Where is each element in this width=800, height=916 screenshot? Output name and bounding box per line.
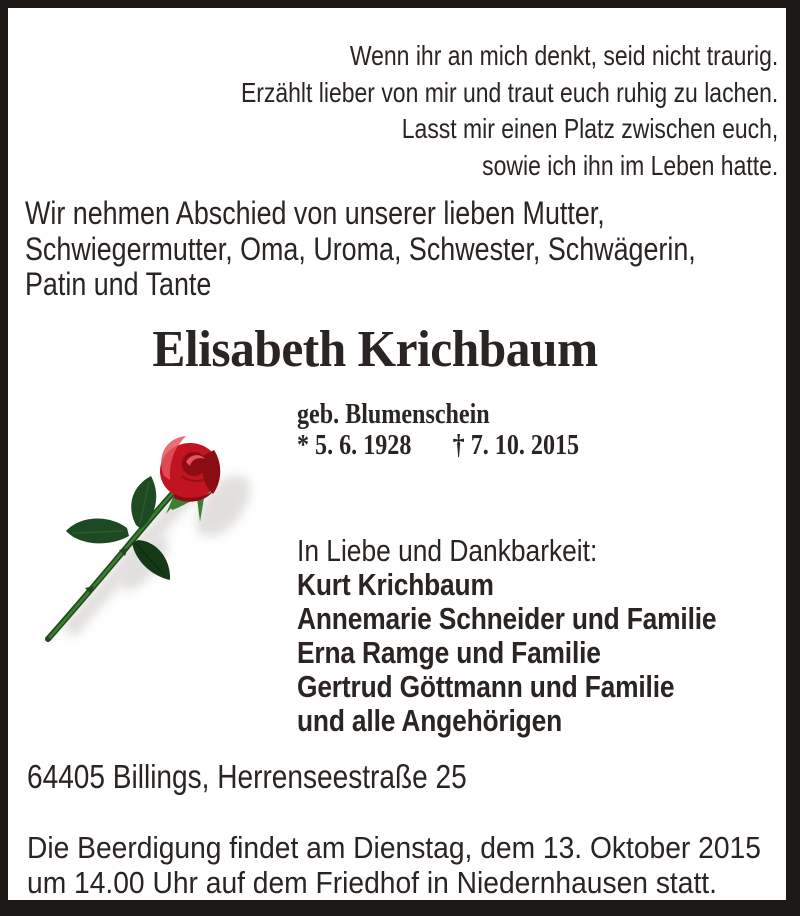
funeral-line: um 14.00 Uhr auf dem Friedhof in Niedernhausen statt. bbox=[27, 864, 717, 900]
birth-date: * 5. 6. 1928 bbox=[297, 430, 412, 461]
rose-image bbox=[24, 428, 264, 663]
funeral-line: Die Beerdigung findet am Dienstag, dem 13. Oktober 2015 bbox=[27, 830, 761, 865]
poem-line: Lasst mir einen Platz zwischen euch, bbox=[401, 113, 778, 144]
life-dates bbox=[297, 430, 579, 462]
rose-shadow bbox=[68, 465, 261, 632]
farewell-line: Wir nehmen Abschied von unserer lieben Mutter, bbox=[25, 195, 605, 231]
funeral-info bbox=[27, 831, 761, 900]
farewell-line: Schwiegermutter, Oma, Uroma, Schwester, Schwägerin, bbox=[25, 230, 696, 267]
mourner-name: Kurt Krichbaum bbox=[297, 567, 494, 602]
death-date: † 7. 10. 2015 bbox=[452, 430, 580, 461]
poem-line: sowie ich ihn im Leben hatte. bbox=[481, 149, 778, 181]
deceased-name: Elisabeth Krichbaum bbox=[152, 321, 598, 378]
memorial-poem bbox=[241, 38, 778, 184]
mourner-name: Annemarie Schneider und Familie bbox=[297, 601, 717, 636]
farewell-intro bbox=[25, 196, 696, 303]
poem-line: Wenn ihr an mich denkt, seid nicht traurig. bbox=[349, 40, 778, 71]
maiden-name: geb. Blumenschein bbox=[297, 399, 490, 430]
mourner-name: Erna Ramge und Familie bbox=[297, 635, 601, 670]
poem-line: Erzählt lieber von mir und traut euch ruhig zu lachen. bbox=[240, 76, 778, 108]
rose-blossom bbox=[160, 436, 220, 502]
mourners-block bbox=[297, 534, 716, 738]
condolence-intro: In Liebe und Dankbarkeit: bbox=[297, 533, 598, 568]
address-line: 64405 Billings, Herrenseestraße 25 bbox=[27, 758, 467, 795]
farewell-line: Patin und Tante bbox=[25, 266, 212, 302]
mourner-name: Gertrud Göttmann und Familie bbox=[297, 669, 675, 704]
mourner-name: und alle Angehörigen bbox=[297, 703, 563, 738]
